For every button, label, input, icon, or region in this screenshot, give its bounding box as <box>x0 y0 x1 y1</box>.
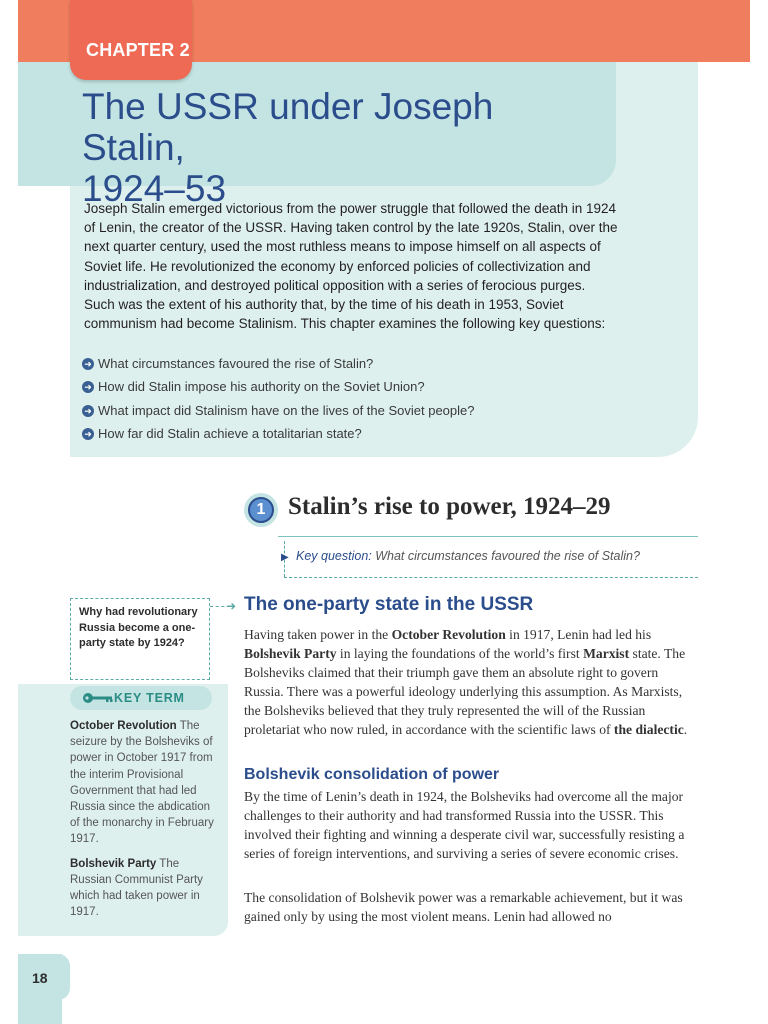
key-term-entry <box>70 718 222 848</box>
key-question-item <box>82 399 642 422</box>
intro-paragraph: Joseph Stalin emerged victorious from the power struggle that followed the death in 1924 of Lenin, the creator of the USSR. Having taken control by the late 1920s, Stalin, over the next quarter century, used the most ruthless means to impose himself on all aspects of Soviet life. He revolutionized the economy by enforced policies of collectivization and industrialization, and destroyed political opposition with a series of ferocious purges. Such was the extent of his authority that, by the time of his death in 1953, Soviet communism had become Stalinism. This chapter examines the following key questions: <box>84 201 618 332</box>
key-term-list <box>70 718 222 928</box>
key-questions-list <box>82 352 642 446</box>
key-icon <box>82 692 118 704</box>
glossary-term: Marxist <box>583 645 630 661</box>
page-title-line2: 1924–53 <box>82 168 227 209</box>
margin-question-box <box>70 598 210 680</box>
key-term-definition: The seizure by the Bolsheviks of power in October 1917 from the interim Provisional Government that had led Russia since the abdication of the monarchy in February 1917. <box>70 720 214 846</box>
section-title: Stalin’s rise to power, 1924–29 <box>288 493 611 520</box>
page-title <box>82 86 602 209</box>
key-question-text: How far did Stalin achieve a totalitarian state? <box>98 426 362 442</box>
triangle-arrow-icon: ▶ <box>281 552 289 563</box>
arrow-circle-icon: ➜ <box>82 428 94 440</box>
body-paragraph <box>244 626 700 739</box>
chapter-label: CHAPTER 2 <box>86 40 190 60</box>
arrow-circle-icon: ➜ <box>82 381 94 393</box>
glossary-term: Bolshevik Party <box>244 645 337 661</box>
key-question-value: What circumstances favoured the rise of Stalin? <box>375 549 640 563</box>
key-question-text: How did Stalin impose his authority on the Soviet Union? <box>98 379 425 395</box>
key-term-word: October Revolution <box>70 720 177 732</box>
key-question-item <box>82 422 642 445</box>
key-term-word: Bolshevik Party <box>70 857 157 870</box>
arrow-right-icon: ➜ <box>226 599 237 613</box>
key-term-label: KEY TERM <box>114 691 185 705</box>
section-rule <box>278 536 698 537</box>
key-question-dash-horizontal <box>284 577 698 578</box>
key-question-label: Key question: <box>296 549 372 563</box>
key-question-callout <box>296 549 640 563</box>
page-title-line1: The USSR under Joseph Stalin, <box>82 86 494 168</box>
key-question-item <box>82 352 642 375</box>
arrow-circle-icon: ➜ <box>82 358 94 370</box>
key-term-entry <box>70 856 222 921</box>
arrow-circle-icon: ➜ <box>82 405 94 417</box>
glossary-term: the dialectic <box>613 721 684 737</box>
page-number: 18 <box>32 970 48 986</box>
key-question-text: What impact did Stalinism have on the lives of the Soviet people? <box>98 402 475 418</box>
text-run: in 1917, Lenin had led his <box>505 627 652 642</box>
key-question-item <box>82 375 642 398</box>
main-heading: The one-party state in the USSR <box>244 594 534 615</box>
key-question-text: What circumstances favoured the rise of Stalin? <box>98 356 374 371</box>
text-run: Having taken power in the <box>244 627 392 642</box>
section-number-badge: 1 <box>248 497 274 523</box>
key-term-definition: The Russian Communist Party which had taken power in 1917. <box>70 857 203 919</box>
body-paragraph: The consolidation of Bolshevik power was a remarkable achievement, but it was gained only by using the most violent means. Lenin had allowed no <box>244 890 683 924</box>
body-paragraph: By the time of Lenin’s death in 1924, the Bolsheviks had overcome all the major challenges to their authority and had transformed Russia into the USSR. This involved their fighting and winning a desperate civil war, successfully resisting a series of foreign interventions, and surviving a series of severe economic crises. <box>244 789 685 861</box>
subheading: Bolshevik consolidation of power <box>244 766 500 783</box>
text-run: . <box>683 721 688 737</box>
text-run: state. The Bolsheviks claimed that their triumph gave them an absolute right to govern Russia. There was a powerful ideology underlying this assumption. As Marxists, the Bolsheviks believed that they truly represented the will of the Russian proletariat who now ruled, in accordance with the scientific laws of <box>244 645 686 737</box>
text-run: in laying the foundations of the world’s first <box>336 645 584 661</box>
glossary-term: October Revolution <box>391 627 506 642</box>
margin-question-text: Why had revolutionary Russia become a one-party state by 1924? <box>79 606 198 650</box>
